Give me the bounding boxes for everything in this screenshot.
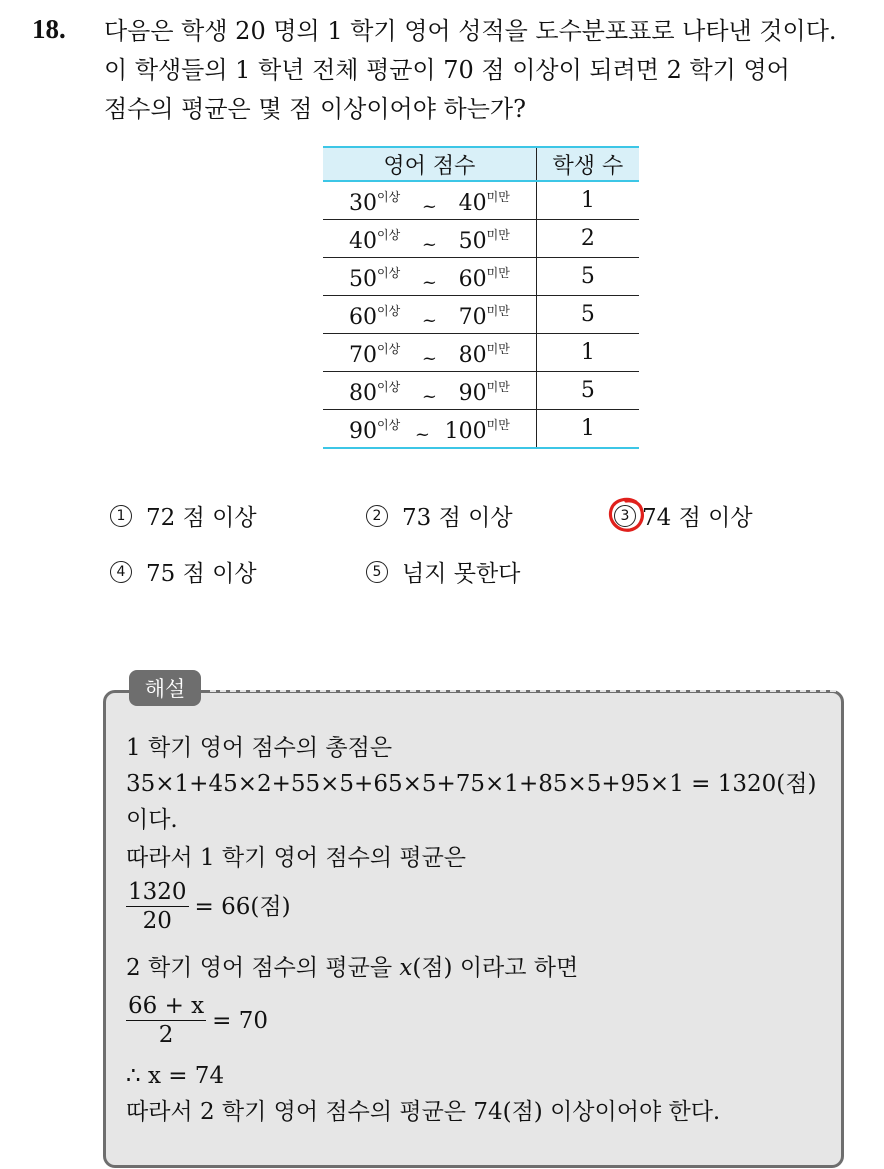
- question-line: 점수의 평균은 몇 점 이상이어야 하는가?: [104, 95, 526, 123]
- header-score: 영어 점수: [323, 147, 536, 181]
- explanation-text: 2 학기 영어 점수의 평균을: [126, 955, 393, 981]
- student-count-cell: 1: [536, 410, 639, 449]
- choice-number-icon: 1: [110, 505, 132, 527]
- range-tilde: ~: [421, 196, 437, 217]
- explanation-conclusion: 따라서 2 학기 영어 점수의 평균은 74(점) 이상이어야 한다.: [126, 1099, 721, 1125]
- table-header-row: [323, 147, 639, 181]
- header-count: 학생 수: [536, 147, 639, 181]
- choice-4[interactable]: [110, 555, 257, 588]
- range-upper: $80^{미만}$: [458, 342, 510, 368]
- table-row: [323, 181, 639, 220]
- range-tilde: ~: [421, 310, 437, 331]
- range-tilde: ~: [421, 234, 437, 255]
- question-line: 다음은 학생 20 명의 1 학기 영어 성적을 도수분포표로 나타낸 것이다.: [104, 17, 837, 45]
- choice-2[interactable]: [366, 499, 513, 532]
- range-upper: $70^{미만}$: [458, 304, 510, 330]
- score-range-cell: [323, 296, 536, 334]
- choice-number-icon: 2: [366, 505, 388, 527]
- table-row: [323, 296, 639, 334]
- table-row: [323, 258, 639, 296]
- fraction-equation-1: [126, 878, 291, 935]
- range-lower: $70^{이상}$: [349, 342, 401, 368]
- fraction: [126, 878, 189, 935]
- choice-label: 72 점 이상: [146, 505, 257, 531]
- table-row: [323, 220, 639, 258]
- choice-label: 75 점 이상: [146, 561, 257, 587]
- variable-x: x: [399, 955, 413, 981]
- score-range-cell: [323, 372, 536, 410]
- range-lower: $50^{이상}$: [349, 266, 401, 292]
- student-count-cell: 1: [536, 334, 639, 372]
- fraction: [126, 992, 206, 1049]
- range-tilde: ~: [421, 272, 437, 293]
- student-count-cell: 5: [536, 258, 639, 296]
- score-range-cell: [323, 220, 536, 258]
- table-row: [323, 372, 639, 410]
- question-line: 이 학생들의 1 학년 전체 평균이 70 점 이상이 되려면 2 학기 영어: [104, 56, 790, 84]
- fraction-equation-2: [126, 992, 268, 1049]
- score-range-cell: [323, 334, 536, 372]
- range-lower: $30^{이상}$: [349, 190, 401, 216]
- student-count-cell: 5: [536, 372, 639, 410]
- choice-label: 74 점 이상: [642, 505, 753, 531]
- range-lower: $80^{이상}$: [349, 380, 401, 406]
- student-count-cell: 1: [536, 181, 639, 220]
- selected-answer-mark: [614, 505, 642, 527]
- fraction-rhs: = 66(점): [194, 893, 291, 920]
- range-upper: $60^{미만}$: [458, 266, 510, 292]
- fraction-denominator: 20: [142, 908, 172, 934]
- student-count-cell: 2: [536, 220, 639, 258]
- choice-number-icon: 4: [110, 561, 132, 583]
- choice-5[interactable]: [366, 555, 520, 588]
- explanation-line: [126, 950, 578, 986]
- range-upper: $90^{미만}$: [458, 380, 510, 406]
- range-upper: $100^{미만}$: [444, 418, 510, 444]
- range-tilde: ~: [414, 424, 430, 445]
- fraction-rhs: = 70: [212, 1007, 268, 1034]
- score-range-cell: [323, 181, 536, 220]
- fraction-denominator: 2: [158, 1022, 174, 1048]
- red-circle-icon: [606, 496, 648, 536]
- choice-1[interactable]: [110, 499, 257, 532]
- fraction-numerator: 1320: [128, 879, 187, 905]
- table-row: [323, 410, 639, 449]
- explanation-line: 이다.: [126, 807, 178, 833]
- range-upper: $50^{미만}$: [458, 228, 510, 254]
- range-lower: $40^{이상}$: [349, 228, 401, 254]
- choice-3[interactable]: [614, 499, 753, 532]
- range-tilde: ~: [421, 348, 437, 369]
- explanation-line: 1 학기 영어 점수의 총점은: [126, 735, 393, 761]
- fraction-numerator: 66 + x: [128, 993, 205, 1019]
- explanation-text: (점) 이라고 하면: [412, 955, 579, 981]
- question-number: 18.: [32, 14, 66, 44]
- explanation-dashed-edge: [210, 690, 836, 692]
- explanation-equation: 35×1+45×2+55×5+65×5+75×1+85×5+95×1 = 1320(점): [126, 771, 817, 797]
- range-lower: $60^{이상}$: [349, 304, 401, 330]
- explanation-tab: 해설: [129, 670, 201, 706]
- table-row: [323, 334, 639, 372]
- range-lower: $90^{이상}$: [349, 418, 401, 444]
- choice-label: 73 점 이상: [402, 505, 513, 531]
- choice-number-icon: 3: [614, 505, 636, 527]
- choice-number-icon: 5: [366, 561, 388, 583]
- explanation-line: 따라서 1 학기 영어 점수의 평균은: [126, 845, 467, 871]
- frequency-table: [323, 146, 639, 449]
- range-tilde: ~: [421, 386, 437, 407]
- range-upper: $40^{미만}$: [458, 190, 510, 216]
- explanation-conclusion-math: ∴ x = 74: [126, 1063, 225, 1089]
- score-range-cell: [323, 410, 536, 449]
- student-count-cell: 5: [536, 296, 639, 334]
- score-range-cell: [323, 258, 536, 296]
- question-text: [104, 12, 864, 129]
- choice-label: 넘지 못한다: [402, 561, 521, 587]
